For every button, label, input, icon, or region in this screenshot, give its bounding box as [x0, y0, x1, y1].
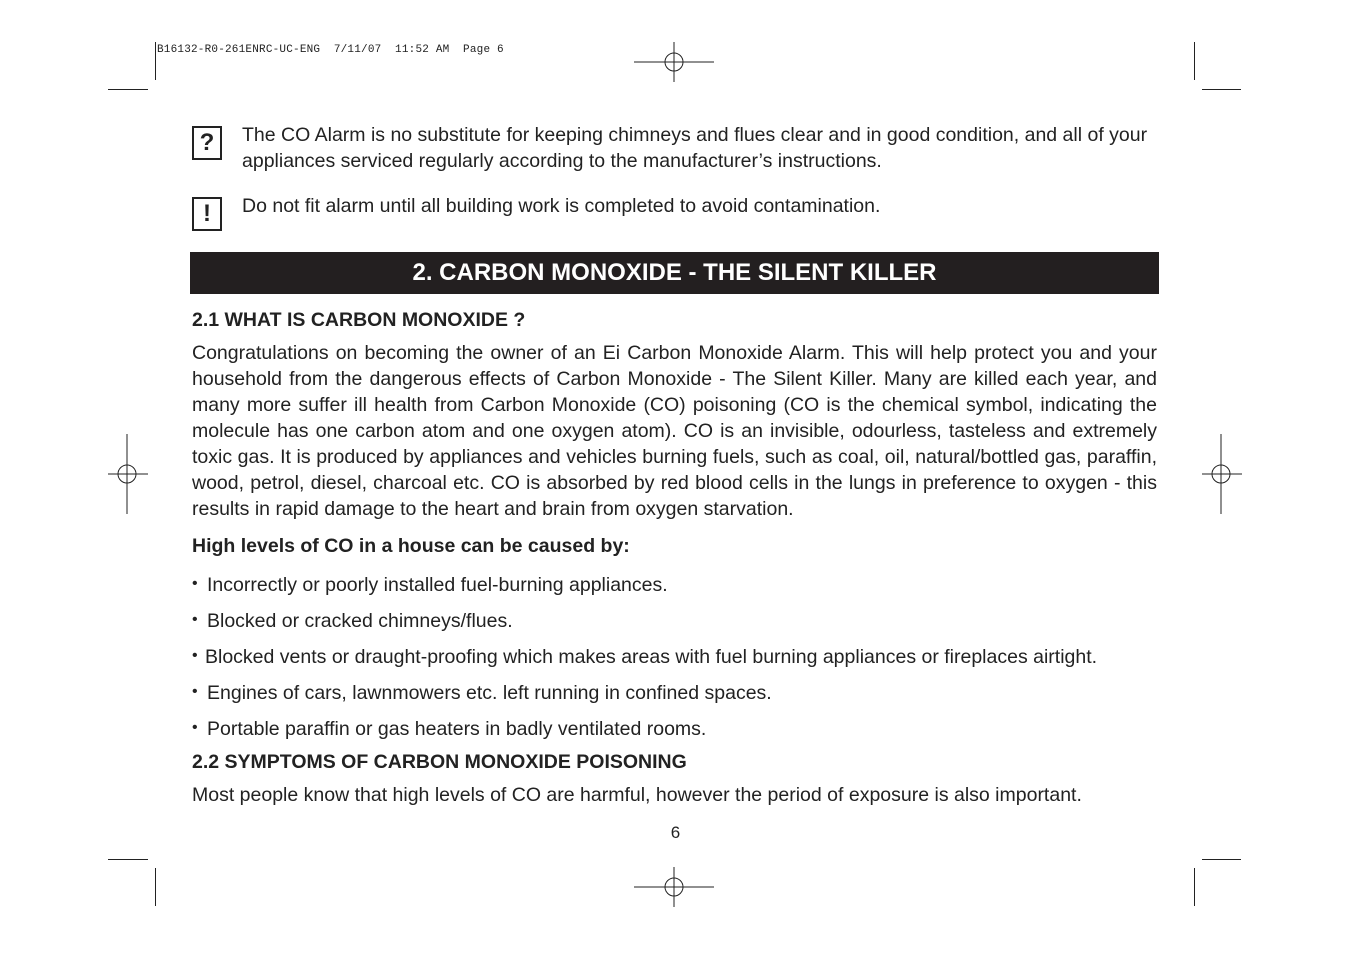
page-number: 6	[670, 823, 681, 842]
crop-mark	[108, 89, 148, 90]
registration-mark-icon	[108, 434, 148, 514]
subsection-heading: 2.2 SYMPTOMS OF CARBON MONOXIDE POISONING	[192, 751, 687, 773]
print-slug-line: B16132-R0-261ENRC-UC-ENG 7/11/07 11:52 AM Page 6	[157, 44, 504, 56]
info-note-text: The CO Alarm is no substitute for keeping chimneys and flues clear and in good condition, and all of your appliances serviced regularly according to the manufacturer’s instructions.	[242, 124, 1148, 172]
list-item-text: Blocked or cracked chimneys/flues.	[207, 610, 513, 632]
crop-mark	[1202, 89, 1241, 90]
bullet-icon: •	[192, 575, 198, 592]
crop-mark	[155, 868, 156, 906]
info-note	[192, 122, 1158, 174]
section-title: 2. CARBON MONOXIDE - THE SILENT KILLER	[190, 252, 1159, 294]
bullet-icon: •	[192, 719, 198, 736]
question-icon: ?	[192, 126, 222, 160]
crop-mark	[155, 42, 156, 80]
registration-mark-icon	[634, 867, 714, 907]
list-item	[192, 566, 1172, 602]
list-item	[192, 710, 1172, 746]
subsection-heading: 2.1 WHAT IS CARBON MONOXIDE ?	[192, 309, 526, 331]
causes-heading: High levels of CO in a house can be caused by:	[192, 535, 630, 557]
list-item	[192, 674, 1172, 710]
list-item-text: Blocked vents or draught-proofing which makes areas with fuel burning appliances or fireplaces airtight.	[205, 646, 1098, 668]
bullet-icon: •	[192, 683, 198, 700]
body-paragraph: Congratulations on becoming the owner of an Ei Carbon Monoxide Alarm. This will help protect you and your household from the dangerous effects of Carbon Monoxide - The Silent Killer. Many are killed each year, and many more suffer ill health from Carbon Monoxide (CO) poisoning (CO is the chemical symbol, indicating the molecule has one carbon atom and one oxygen atom). CO is an invisible, odourless, tasteless and extremely toxic gas. It is produced by appliances and vehicles burning fuels, such as coal, oil, natural/bottled gas, paraffin, wood, petrol, diesel, charcoal etc. CO is absorbed by red blood cells in the lungs in preference to oxygen - this results in rapid damage to the heart and brain from oxygen starvation.	[192, 342, 1157, 520]
warning-note-text: Do not fit alarm until all building work is completed to avoid contamination.	[242, 195, 881, 217]
crop-mark	[1194, 868, 1195, 906]
list-item	[192, 638, 1172, 674]
list-item-text: Incorrectly or poorly installed fuel-burning appliances.	[207, 574, 668, 596]
body-paragraph: Most people know that high levels of CO are harmful, however the period of exposure is also important.	[192, 784, 1082, 806]
causes-list	[192, 566, 1172, 746]
registration-mark-icon	[634, 42, 714, 82]
bullet-icon: •	[192, 647, 198, 664]
list-item-text: Engines of cars, lawnmowers etc. left running in confined spaces.	[207, 682, 772, 704]
warning-note	[192, 193, 1158, 233]
registration-mark-icon	[1202, 434, 1242, 514]
crop-mark	[1202, 859, 1241, 860]
exclamation-icon: !	[192, 197, 222, 231]
list-item-text: Portable paraffin or gas heaters in badly ventilated rooms.	[207, 718, 707, 740]
bullet-icon: •	[192, 611, 198, 628]
crop-mark	[108, 859, 148, 860]
crop-mark	[1194, 42, 1195, 80]
list-item	[192, 602, 1172, 638]
